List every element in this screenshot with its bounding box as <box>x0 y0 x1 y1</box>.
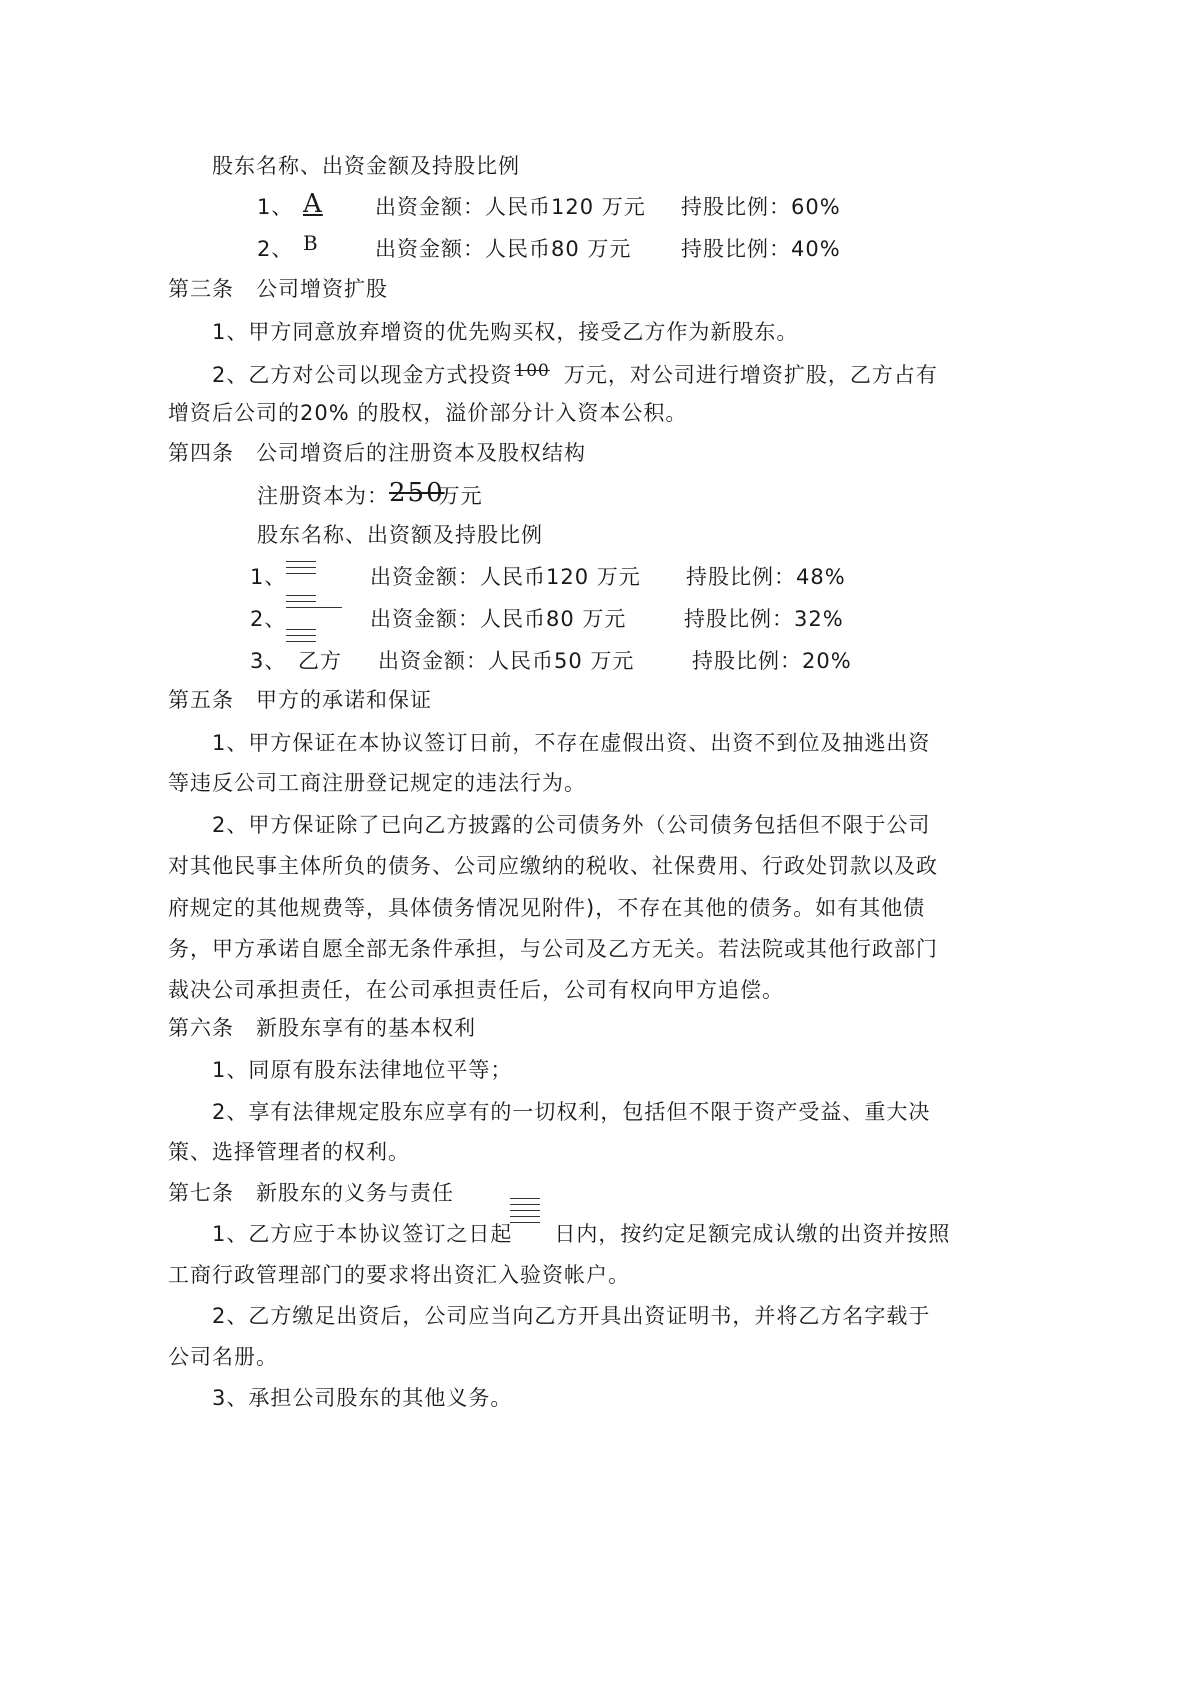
shareholder-amount: 出资金额：人民币80 万元 <box>370 607 627 631</box>
shareholder-name: B <box>303 231 319 255</box>
capital-label: 注册资本为： <box>257 484 389 508</box>
shareholder-ratio: 持股比例：40% <box>681 237 841 261</box>
shareholder-name: A <box>303 189 323 219</box>
shareholder-ratio: 持股比例：32% <box>684 607 844 631</box>
shareholder-row-1 <box>257 189 841 221</box>
article3-para2-part-a: 2、乙方对公司以现金方式投资 <box>212 363 513 387</box>
article5-para2-line3: 府规定的其他规费等，具体债务情况见附件)，不存在其他的债务。如有其他债 <box>168 896 926 920</box>
new-shareholder-row-1 <box>250 563 846 591</box>
row-number: 2、 <box>257 237 294 261</box>
article7-para1-line1 <box>212 1220 950 1248</box>
shareholder-amount: 出资金额：人民币80 万元 <box>375 237 632 261</box>
shareholders-heading: 股东名称、出资金额及持股比例 <box>212 154 520 178</box>
article6-title: 第六条 新股东享有的基本权利 <box>168 1016 476 1040</box>
article7-para3: 3、承担公司股东的其他义务。 <box>212 1386 513 1410</box>
article5-para2-line2: 对其他民事主体所负的债务、公司应缴纳的税收、社保费用、行政处罚款以及政 <box>168 854 938 878</box>
capital-unit: 万元 <box>438 484 483 508</box>
shareholder-amount: 出资金额：人民币50 万元 <box>378 649 635 673</box>
shareholder-amount: 出资金额：人民币120 万元 <box>375 195 646 219</box>
name-placeholder-lines <box>286 595 316 613</box>
article5-para2-line1: 2、甲方保证除了已向乙方披露的公司债务外（公司债务包括但不限于公司 <box>212 813 931 837</box>
article3-para2-line1 <box>212 361 938 391</box>
new-shareholder-row-3 <box>250 647 852 675</box>
shareholder-name: 乙方 <box>298 649 342 673</box>
article5-para2-line4: 务，甲方承诺自愿全部无条件承担，与公司及乙方无关。若法院或其他行政部门 <box>168 937 938 961</box>
registered-capital <box>257 478 483 510</box>
article5-para1-line2: 等违反公司工商注册登记规定的违法行为。 <box>168 771 586 795</box>
article3-para2-part-b: 万元，对公司进行增资扩股，乙方占有 <box>563 363 938 387</box>
article7-para2-line1: 2、乙方缴足出资后，公司应当向乙方开具出资证明书，并将乙方名字载于 <box>212 1304 931 1328</box>
article6-para2-line1: 2、享有法律规定股东应享有的一切权利，包括但不限于资产受益、重大决 <box>212 1100 931 1124</box>
name-placeholder-lines <box>286 629 316 647</box>
row-number: 1、 <box>257 195 294 219</box>
shareholder-ratio: 持股比例：60% <box>681 195 841 219</box>
capital-value: 250 <box>389 478 445 508</box>
shareholder-ratio: 持股比例：48% <box>686 565 846 589</box>
article5-title: 第五条 甲方的承诺和保证 <box>168 688 432 712</box>
article4-shareholders-heading: 股东名称、出资额及持股比例 <box>257 523 543 547</box>
shareholder-row-2 <box>257 231 841 263</box>
article3-para1: 1、甲方同意放弃增资的优先购买权，接受乙方作为新股东。 <box>212 320 799 344</box>
shareholder-amount: 出资金额：人民币120 万元 <box>370 565 641 589</box>
article3-para2-line2: 增资后公司的20% 的股权，溢价部分计入资本公积。 <box>168 401 688 425</box>
article7-title: 第七条 新股东的义务与责任 <box>168 1181 454 1205</box>
article5-para1-line1: 1、甲方保证在本协议签订日前，不存在虚假出资、出资不到位及抽逃出资 <box>212 731 931 755</box>
article7-para1-part-a: 1、乙方应于本协议签订之日起 <box>212 1222 513 1246</box>
article6-para1: 1、同原有股东法律地位平等； <box>212 1058 513 1082</box>
row-number: 2、 <box>250 607 287 631</box>
name-placeholder-lines <box>286 561 316 579</box>
article7-para2-line2: 公司名册。 <box>168 1345 278 1369</box>
article4-title: 第四条 公司增资后的注册资本及股权结构 <box>168 441 586 465</box>
article7-para1-line2: 工商行政管理部门的要求将出资汇入验资帐户。 <box>168 1263 630 1287</box>
investment-amount: 100 <box>514 361 550 381</box>
row-number: 3、 <box>250 649 287 673</box>
article7-para1-part-b: 日内，按约定足额完成认缴的出资并按照 <box>554 1222 951 1246</box>
shareholder-ratio: 持股比例：20% <box>692 649 852 673</box>
new-shareholder-row-2 <box>250 605 844 633</box>
article5-para2-line5: 裁决公司承担责任，在公司承担责任后，公司有权向甲方追偿。 <box>168 978 784 1002</box>
article6-para2-line2: 策、选择管理者的权利。 <box>168 1140 410 1164</box>
article3-title: 第三条 公司增资扩股 <box>168 277 388 301</box>
row-number: 1、 <box>250 565 287 589</box>
